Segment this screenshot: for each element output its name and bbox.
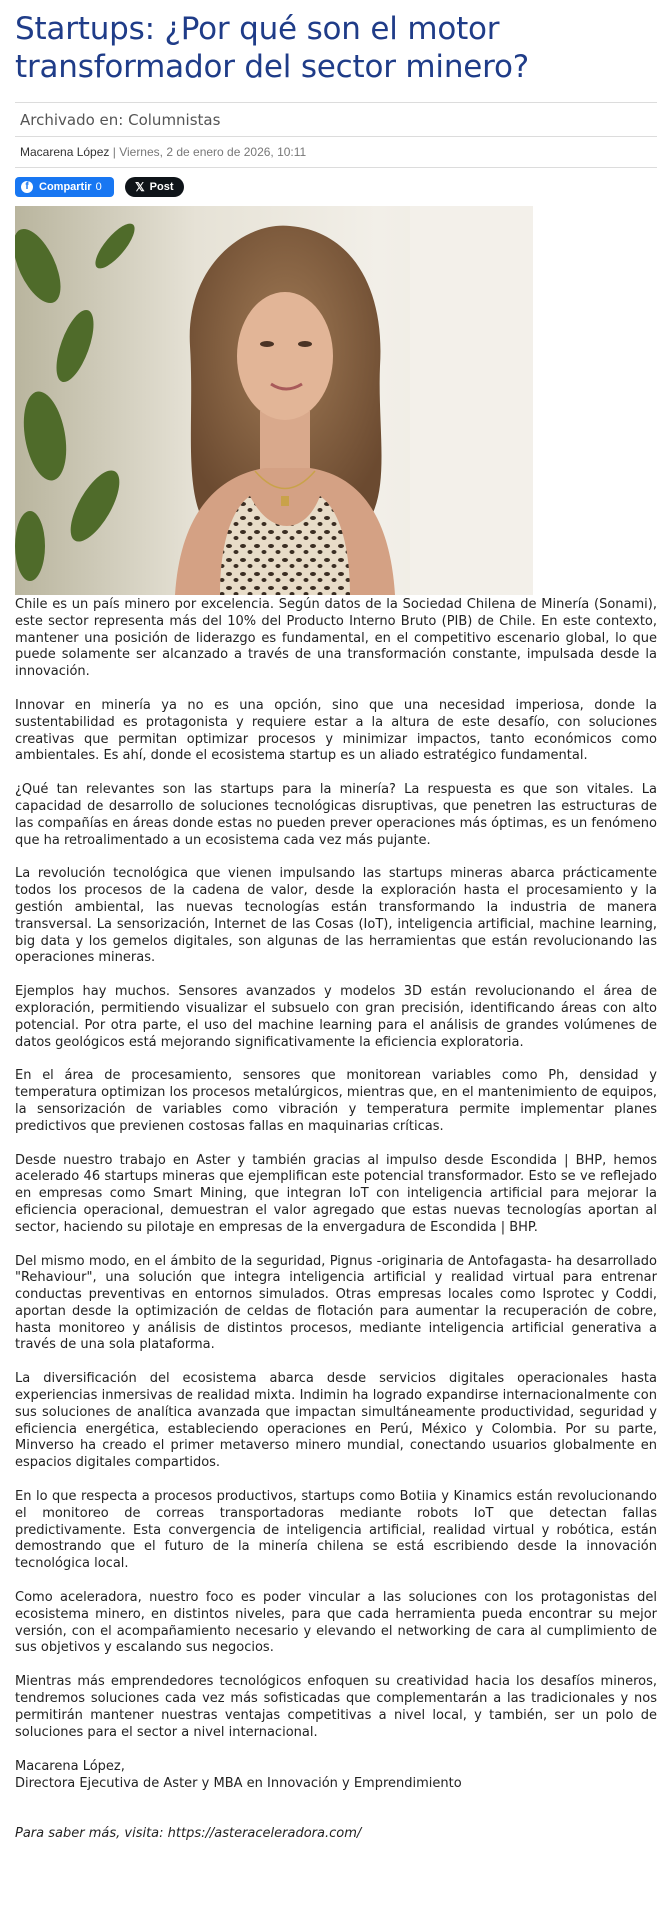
paragraph: ¿Qué tan relevantes son las startups para la minería? La respuesta es que son vitales. La capacidad de desarrollo de soluciones tecnológicas disruptivas, que penetren las estructuras de las compañías en áreas donde estas no pueden prever operaciones más óptimas, es un fenómeno que ha retroalimentado a un ecosistema cada vez más pujante. xyxy=(15,782,657,848)
signature xyxy=(15,1758,657,1792)
paragraph: En el área de procesamiento, sensores que monitorean variables como Ph, densidad y temperatura optimizan los procesos metalúrgicos, mientras que, en el mantenimiento de equipos, la sensorización de variables como vibración y temperatura permite implementar planes predictivos que previenen costosas fallas en maquinarias críticas. xyxy=(15,1068,657,1134)
paragraph: Desde nuestro trabajo en Aster y también gracias al impulso desde Escondida | BHP, hemos acelerado 46 startups mineras que ejemplifican este potencial transformador. Esto se ve reflejado en empresas como Smart Mining, que integran IoT con inteligencia artificial para mejorar la eficiencia operacional, demuestran el valor agregado que estas nuevas tecnologías aportan al sector, haciendo su pilotaje en empresas de la envergadura de Escondida | BHP. xyxy=(15,1152,657,1235)
paragraph: Ejemplos hay muchos. Sensores avanzados y modelos 3D están revolucionando el área de exploración, permitiendo visualizar el subsuelo con gran precisión, identificando áreas con alto potencial. Por otra parte, el uso del machine learning para el análisis de grandes volúmenes de datos geológicos está mejorando significativamente la eficiencia exploratoria. xyxy=(15,984,657,1050)
share-bar xyxy=(15,177,657,197)
facebook-share-count: 0 xyxy=(95,181,102,193)
author-name: Macarena López xyxy=(20,145,110,159)
paragraph: Mientras más emprendedores tecnológicos enfoquen su creatividad hacia los desafíos mineros, tendremos soluciones cada vez más sofisticadas que complementarán a las tradicionales y nos permitirán mantener nuestras ventajas competitivas a nivel local, y también, ser un polo de soluciones para el sector a nivel internacional. xyxy=(15,1674,657,1740)
paragraph: La revolución tecnológica que vienen impulsando las startups mineras abarca prácticamente todos los procesos de la cadena de valor, desde la exploración hasta el procesamiento y la gestión ambiental, las nuevas tecnologías están transformando la industria de manera transversal. La sensorización, Internet de las Cosas (IoT), inteligencia artificial, machine learning, big data y los gemelos digitales, son algunas de las herramientas que están revolucionando las operaciones mineras. xyxy=(15,866,657,966)
byline-separator: | xyxy=(109,145,120,159)
x-post-button[interactable] xyxy=(125,177,184,197)
facebook-share-button[interactable] xyxy=(15,177,114,197)
author-photo xyxy=(15,206,533,595)
signature-role: Directora Ejecutiva de Aster y MBA en Innovación y Emprendimiento xyxy=(15,1776,462,1792)
facebook-share-label: Compartir xyxy=(39,181,92,193)
x-logo-icon: 𝕏 xyxy=(135,180,145,194)
publish-date: Viernes, 2 de enero de 2026, 10:11 xyxy=(119,145,307,159)
paragraph: Innovar en minería ya no es una opción, sino que una necesidad imperiosa, donde la sustentabilidad es protagonista y requiere estar a la altura de este desafío, con soluciones creativas que permitan optimizar procesos y minimizar impactos, tanto económicos como ambientales. Es ahí, donde el ecosistema startup es un aliado estratégico fundamental. xyxy=(15,697,657,764)
article-title: Startups: ¿Por qué son el motor transformador del sector minero? xyxy=(15,11,530,85)
article-body xyxy=(15,597,657,1741)
x-post-label: Post xyxy=(149,181,174,193)
facebook-icon: f xyxy=(21,181,33,193)
paragraph: La diversificación del ecosistema abarca desde servicios digitales operacionales hasta experiencias inmersivas de realidad mixta. Indimin ha logrado expandirse internacionalmente con sus soluciones de analítica avanzada que impactan simultáneamente productividad, seguridad y eficiencia energética, estableciendo operaciones en Perú, México y Colombia. Por su parte, Minverso ha creado el primer metaverso minero mundial, conectando usuarios globalmente en espacios digitales compartidos. xyxy=(15,1371,657,1471)
byline xyxy=(15,137,657,168)
visit-link[interactable]: Para saber más, visita: https://asteraceleradora.com/ xyxy=(15,1826,362,1842)
signature-name: Macarena López, xyxy=(15,1759,125,1775)
archive-category xyxy=(15,102,657,137)
paragraph: En lo que respecta a procesos productivos, startups como Botiia y Kinamics están revolucionando el monitoreo de correas transportadoras mediante robots IoT que detectan fallas predictivamente. Esta convergencia de inteligencia artificial, realidad virtual y robótica, están demostrando que el futuro de la minería chilena se está escribiendo desde la innovación tecnológica local. xyxy=(15,1489,657,1572)
archive-label[interactable]: Archivado en: Columnistas xyxy=(20,111,221,129)
paragraph: Chile es un país minero por excelencia. Según datos de la Sociedad Chilena de Minería (Sonami), este sector representa más del 10% del Producto Interno Bruto (PIB) de Chile. En este contexto, mantener una posición de liderazgo es fundamental, en el competitivo escenario global, lo que puede solamente ser alcanzado a través de una transformación constante, impulsada desde la innovación. xyxy=(15,597,657,680)
paragraph: Como aceleradora, nuestro foco es poder vincular a las soluciones con los protagonistas del ecosistema minero, en distintos niveles, para que cada herramienta pueda encontrar su mejor versión, con el acompañamiento necesario y elevando el networking de cara al cumplimiento de sus objetivos y escalando sus negocios. xyxy=(15,1590,657,1656)
paragraph: Del mismo modo, en el ámbito de la seguridad, Pignus -originaria de Antofagasta- ha desarrollado "Rehaviour", una solución que integra inteligencia artificial y realidad virtual para entrenar conductas preventivas en entornos simulados. Otras empresas locales como Isprotec y Coddi, aportan desde la optimización de celdas de flotación para aumentar la recuperación de cobre, hasta monitoreo y análisis de distintos procesos, mediante inteligencia artificial generativa a través de una sola plataforma. xyxy=(15,1253,657,1353)
